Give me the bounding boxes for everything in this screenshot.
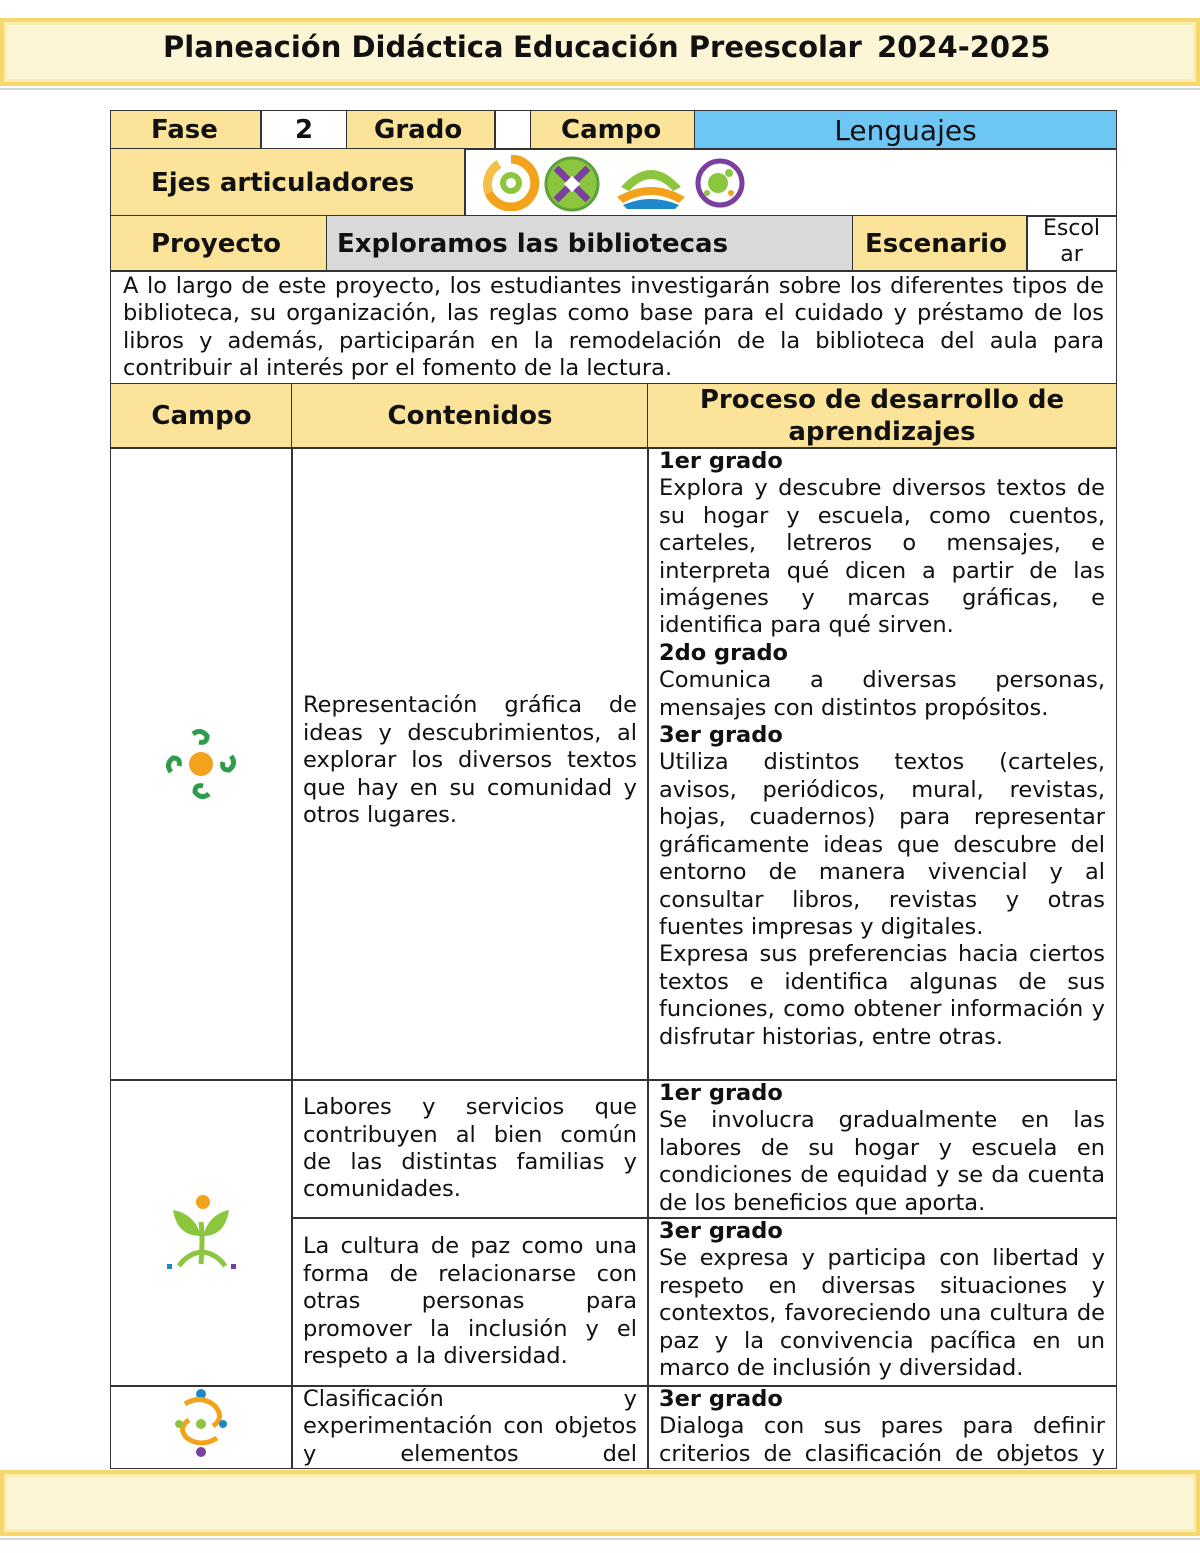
escenario-value	[1026, 215, 1117, 272]
campo-label: Campo	[530, 110, 696, 150]
row1-g3-text: Utiliza distintos textos (carteles, avisos, periódicos, mural, revistas, hojas, cuadernos) para representar gráficamente ideas que descubre del entorno de manera vivencial y al consultar libros, revistas y otras fuentes impresas y digitales.	[659, 749, 1105, 940]
lenguajes-icon	[163, 726, 239, 802]
row4-contenido-text: Clasificación y experimentación con objetos y elementos del	[303, 1386, 637, 1467]
row4-proceso	[647, 1385, 1117, 1469]
row3-g3-label: 3er grado	[659, 1218, 783, 1244]
row2-contenido	[291, 1079, 649, 1219]
footer-divider	[0, 1538, 1200, 1540]
escenario-value-line1: Escol	[1042, 216, 1101, 241]
row1-proceso	[647, 447, 1117, 1081]
grado-value	[494, 110, 532, 150]
row2-contenido-text: Labores y servicios que contribuyen al bien común de las distintas familias y comunidades.	[303, 1094, 637, 1203]
row1-g3-label: 3er grado	[659, 722, 783, 749]
row1-campo	[110, 447, 293, 1081]
fase-value: 2	[260, 110, 348, 150]
escenario-label: Escenario	[852, 215, 1028, 272]
col-campo: Campo	[110, 383, 293, 449]
row3-proceso	[647, 1217, 1117, 1387]
campo-value: Lenguajes	[694, 110, 1117, 150]
row1-contenido	[291, 447, 649, 1081]
row2-g1-text: Se involucra gradualmente en las labores de su hogar y escuela en condiciones de equidad y se da cuenta de los beneficios que aporta.	[659, 1107, 1105, 1216]
inclusion-icon	[481, 155, 541, 211]
proyecto-value: Exploramos las bibliotecas	[326, 215, 854, 272]
row1-g1-text: Explora y descubre diversos textos de su hogar y escuela, como cuentos, carteles, letreros o mensajes, e interpreta qué dicen a partir de las imágenes y marcas gráficas, e identifica para qué sirven.	[659, 475, 1105, 639]
col-contenidos: Contenidos	[291, 383, 649, 449]
grado-label: Grado	[346, 110, 496, 150]
escenario-value-line2: ar	[1060, 242, 1083, 267]
row2-g1-label: 1er grado	[659, 1080, 783, 1106]
row1-g2-label: 2do grado	[659, 639, 789, 666]
saberes-pensamiento-cientifico-icon	[165, 1388, 237, 1460]
header-divider	[0, 88, 1200, 90]
row4-g3-text: Dialoga con sus pares para definir criterios de clasificación de objetos y	[659, 1413, 1105, 1467]
proyecto-label: Proyecto	[110, 215, 328, 272]
row1-contenido-text: Representación gráfica de ideas y descubrimientos, al explorar los diversos textos que hay en su comunidad y otros lugares.	[303, 692, 637, 829]
row1-g2-text: Comunica a diversas personas, mensajes con distintos propósitos.	[659, 667, 1105, 721]
project-description	[110, 270, 1117, 385]
page-level: Educación Preescolar	[513, 30, 862, 64]
page-title: Planeación Didáctica	[163, 30, 504, 64]
row2-campo	[110, 1079, 293, 1387]
ejes-label: Ejes articuladores	[110, 148, 466, 217]
pensamiento-critico-icon	[543, 156, 601, 212]
row3-contenido	[291, 1217, 649, 1387]
row1-g3-text2: Expresa sus preferencias hacia ciertos textos e identifica algunas de sus funciones, como obtener información y disfrutar historias, entre otras.	[659, 941, 1105, 1050]
vida-saludable-icon	[693, 155, 747, 211]
ejes-icons	[464, 148, 1117, 217]
row3-g3-text: Se expresa y participa con libertad y respeto en diversas situaciones y contextos, favoreciendo una cultura de paz y la convivencia pacífica en un marco de inclusión y diversidad.	[659, 1245, 1105, 1382]
project-description-text: A lo largo de este proyecto, los estudiantes investigarán sobre los diferentes tipos de biblioteca, su organización, las reglas como base para el cuidado y préstamo de los libros y además, participarán en la remodelación de la biblioteca del aula para contribuir al interés por el fomento de la lectura.	[123, 273, 1104, 382]
row4-g3-label: 3er grado	[659, 1386, 783, 1412]
row2-proceso	[647, 1079, 1117, 1219]
interculturalidad-icon	[613, 157, 689, 211]
etica-naturaleza-sociedades-icon	[163, 1192, 239, 1272]
col-proceso: Proceso de desarrollo de aprendizajes	[647, 383, 1117, 449]
row1-g1-label: 1er grado	[659, 448, 783, 474]
page-year: 2024-2025	[877, 30, 1051, 64]
row4-contenido	[291, 1385, 649, 1469]
footer-banner	[0, 1470, 1200, 1536]
row4-campo	[110, 1385, 293, 1469]
fase-label: Fase	[110, 110, 262, 150]
row3-contenido-text: La cultura de paz como una forma de relacionarse con otras personas para promover la inclusión y el respeto a la diversidad.	[303, 1233, 637, 1370]
